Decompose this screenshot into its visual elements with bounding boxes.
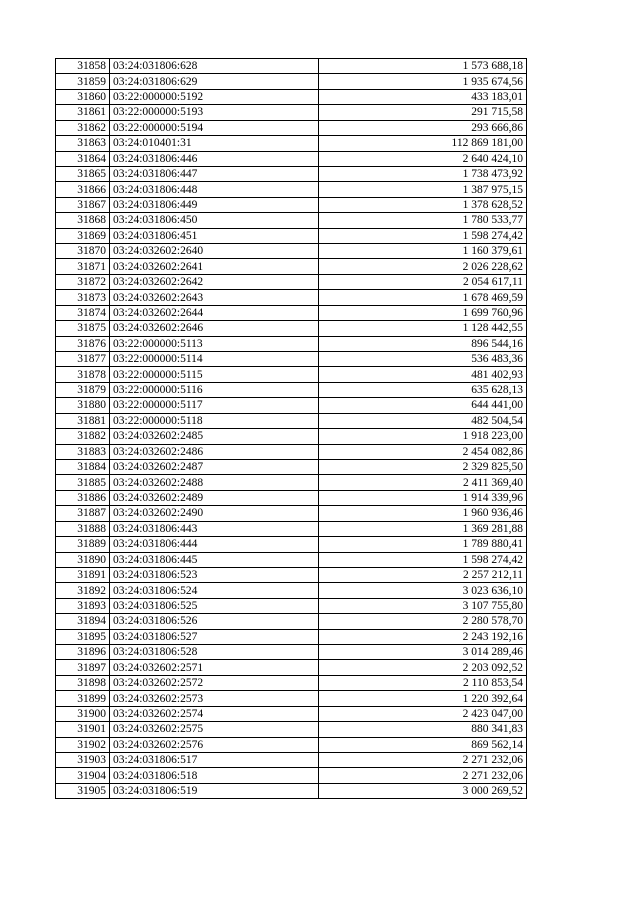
value-cell: 1 220 392,64 (319, 691, 527, 706)
value-cell: 482 504,54 (319, 413, 527, 428)
value-cell: 1 914 339,96 (319, 490, 527, 505)
cadastral-number-cell: 03:24:032602:2646 (110, 321, 319, 336)
value-cell: 3 014 289,46 (319, 645, 527, 660)
table-row (56, 768, 527, 783)
row-number-cell: 31872 (56, 274, 110, 289)
row-number-cell: 31895 (56, 629, 110, 644)
cadastral-number-cell: 03:24:032602:2573 (110, 691, 319, 706)
table-row (56, 213, 527, 228)
value-cell: 1 598 274,42 (319, 228, 527, 243)
value-cell: 1 387 975,15 (319, 182, 527, 197)
table-row (56, 737, 527, 752)
cadastral-number-cell: 03:24:031806:525 (110, 598, 319, 613)
row-number-cell: 31883 (56, 444, 110, 459)
row-number-cell: 31869 (56, 228, 110, 243)
cadastral-number-cell: 03:24:031806:451 (110, 228, 319, 243)
table-row (56, 120, 527, 135)
cadastral-number-cell: 03:24:031806:629 (110, 74, 319, 89)
cadastral-number-cell: 03:24:032602:2643 (110, 290, 319, 305)
value-cell: 2 026 228,62 (319, 259, 527, 274)
table-row (56, 151, 527, 166)
row-number-cell: 31882 (56, 429, 110, 444)
cadastral-number-cell: 03:24:031806:445 (110, 552, 319, 567)
value-cell: 2 423 047,00 (319, 706, 527, 721)
table-row (56, 645, 527, 660)
row-number-cell: 31866 (56, 182, 110, 197)
cadastral-number-cell: 03:24:031806:446 (110, 151, 319, 166)
cadastral-number-cell: 03:24:032602:2489 (110, 490, 319, 505)
table-row (56, 675, 527, 690)
value-cell: 1 369 281,88 (319, 521, 527, 536)
value-cell: 3 000 269,52 (319, 783, 527, 798)
row-number-cell: 31881 (56, 413, 110, 428)
value-cell: 481 402,93 (319, 367, 527, 382)
cadastral-number-cell: 03:24:031806:526 (110, 614, 319, 629)
row-number-cell: 31865 (56, 166, 110, 181)
cadastral-number-cell: 03:24:031806:527 (110, 629, 319, 644)
value-cell: 644 441,00 (319, 398, 527, 413)
cadastral-number-cell: 03:24:031806:447 (110, 166, 319, 181)
cadastral-number-cell: 03:24:031806:628 (110, 59, 319, 74)
value-cell: 869 562,14 (319, 737, 527, 752)
cadastral-number-cell: 03:24:032602:2574 (110, 706, 319, 721)
row-number-cell: 31891 (56, 567, 110, 582)
cadastral-number-cell: 03:24:031806:443 (110, 521, 319, 536)
cadastral-number-cell: 03:24:032602:2490 (110, 506, 319, 521)
value-cell: 1 918 223,00 (319, 429, 527, 444)
value-cell: 2 257 212,11 (319, 567, 527, 582)
cadastral-number-cell: 03:22:000000:5118 (110, 413, 319, 428)
cadastral-number-cell: 03:22:000000:5113 (110, 336, 319, 351)
cadastral-number-cell: 03:24:032602:2642 (110, 274, 319, 289)
value-cell: 2 271 232,06 (319, 768, 527, 783)
row-number-cell: 31899 (56, 691, 110, 706)
cadastral-number-cell: 03:24:032602:2572 (110, 675, 319, 690)
table-row (56, 722, 527, 737)
row-number-cell: 31886 (56, 490, 110, 505)
row-number-cell: 31878 (56, 367, 110, 382)
cadastral-number-cell: 03:24:032602:2575 (110, 722, 319, 737)
cadastral-number-cell: 03:24:032602:2576 (110, 737, 319, 752)
row-number-cell: 31904 (56, 768, 110, 783)
cadastral-number-cell: 03:22:000000:5116 (110, 382, 319, 397)
table-row (56, 74, 527, 89)
table-row (56, 521, 527, 536)
row-number-cell: 31897 (56, 660, 110, 675)
cadastral-number-cell: 03:24:031806:518 (110, 768, 319, 783)
row-number-cell: 31889 (56, 537, 110, 552)
value-cell: 1 378 628,52 (319, 197, 527, 212)
table-row (56, 552, 527, 567)
table-row (56, 598, 527, 613)
value-cell: 1 738 473,92 (319, 166, 527, 181)
cadastral-number-cell: 03:22:000000:5193 (110, 105, 319, 120)
table-row (56, 382, 527, 397)
value-cell: 2 329 825,50 (319, 459, 527, 474)
cadastral-number-cell: 03:24:032602:2486 (110, 444, 319, 459)
row-number-cell: 31905 (56, 783, 110, 798)
value-cell: 896 544,16 (319, 336, 527, 351)
row-number-cell: 31892 (56, 583, 110, 598)
cadastral-number-cell: 03:24:032602:2571 (110, 660, 319, 675)
cadastral-number-cell: 03:22:000000:5117 (110, 398, 319, 413)
value-cell: 293 666,86 (319, 120, 527, 135)
table-row (56, 182, 527, 197)
value-cell: 2 454 082,86 (319, 444, 527, 459)
row-number-cell: 31901 (56, 722, 110, 737)
row-number-cell: 31887 (56, 506, 110, 521)
value-cell: 2 411 369,40 (319, 475, 527, 490)
row-number-cell: 31868 (56, 213, 110, 228)
value-cell: 1 573 688,18 (319, 59, 527, 74)
value-cell: 2 110 853,54 (319, 675, 527, 690)
cadastral-number-cell: 03:24:031806:444 (110, 537, 319, 552)
row-number-cell: 31859 (56, 74, 110, 89)
table-row (56, 136, 527, 151)
table-row (56, 398, 527, 413)
row-number-cell: 31896 (56, 645, 110, 660)
value-cell: 880 341,83 (319, 722, 527, 737)
table-row (56, 413, 527, 428)
row-number-cell: 31876 (56, 336, 110, 351)
value-cell: 2 280 578,70 (319, 614, 527, 629)
cadastral-number-cell: 03:24:032602:2485 (110, 429, 319, 444)
cadastral-number-cell: 03:24:031806:528 (110, 645, 319, 660)
row-number-cell: 31884 (56, 459, 110, 474)
cadastral-number-cell: 03:22:000000:5115 (110, 367, 319, 382)
cadastral-number-cell: 03:24:031806:523 (110, 567, 319, 582)
cadastral-number-cell: 03:24:010401:31 (110, 136, 319, 151)
value-cell: 3 023 636,10 (319, 583, 527, 598)
table-row (56, 244, 527, 259)
table-row (56, 706, 527, 721)
table-row (56, 629, 527, 644)
value-cell: 3 107 755,80 (319, 598, 527, 613)
table-row (56, 583, 527, 598)
row-number-cell: 31879 (56, 382, 110, 397)
cadastral-number-cell: 03:24:031806:449 (110, 197, 319, 212)
cadastral-number-cell: 03:24:031806:517 (110, 752, 319, 767)
table-row (56, 305, 527, 320)
value-cell: 2 203 092,52 (319, 660, 527, 675)
cadastral-number-cell: 03:22:000000:5192 (110, 89, 319, 104)
row-number-cell: 31867 (56, 197, 110, 212)
cadastral-number-cell: 03:24:031806:524 (110, 583, 319, 598)
row-number-cell: 31880 (56, 398, 110, 413)
cadastral-number-cell: 03:22:000000:5114 (110, 352, 319, 367)
value-cell: 1 935 674,56 (319, 74, 527, 89)
row-number-cell: 31861 (56, 105, 110, 120)
row-number-cell: 31893 (56, 598, 110, 613)
table-row (56, 567, 527, 582)
row-number-cell: 31858 (56, 59, 110, 74)
row-number-cell: 31874 (56, 305, 110, 320)
value-cell: 1 598 274,42 (319, 552, 527, 567)
table-row (56, 444, 527, 459)
row-number-cell: 31873 (56, 290, 110, 305)
value-cell: 1 699 760,96 (319, 305, 527, 320)
value-cell: 433 183,01 (319, 89, 527, 104)
table-row (56, 290, 527, 305)
table-row (56, 506, 527, 521)
table-row (56, 752, 527, 767)
table-row (56, 59, 527, 74)
value-cell: 1 128 442,55 (319, 321, 527, 336)
table-row (56, 321, 527, 336)
table-row (56, 259, 527, 274)
row-number-cell: 31871 (56, 259, 110, 274)
table-row (56, 459, 527, 474)
table-row (56, 105, 527, 120)
cadastral-number-cell: 03:24:031806:450 (110, 213, 319, 228)
table-row (56, 691, 527, 706)
cadastral-number-cell: 03:22:000000:5194 (110, 120, 319, 135)
value-cell: 1 678 469,59 (319, 290, 527, 305)
cadastral-number-cell: 03:24:032602:2487 (110, 459, 319, 474)
row-number-cell: 31894 (56, 614, 110, 629)
table-row (56, 614, 527, 629)
cadastral-value-table (55, 58, 527, 799)
cadastral-number-cell: 03:24:031806:448 (110, 182, 319, 197)
table-row (56, 274, 527, 289)
table-row (56, 429, 527, 444)
table-row (56, 537, 527, 552)
table-row (56, 367, 527, 382)
cadastral-number-cell: 03:24:032602:2641 (110, 259, 319, 274)
value-cell: 2 271 232,06 (319, 752, 527, 767)
value-cell: 1 780 533,77 (319, 213, 527, 228)
value-cell: 635 628,13 (319, 382, 527, 397)
table-body (56, 59, 527, 799)
value-cell: 112 869 181,00 (319, 136, 527, 151)
row-number-cell: 31890 (56, 552, 110, 567)
value-cell: 2 243 192,16 (319, 629, 527, 644)
row-number-cell: 31898 (56, 675, 110, 690)
table-row (56, 89, 527, 104)
cadastral-number-cell: 03:24:032602:2644 (110, 305, 319, 320)
row-number-cell: 31863 (56, 136, 110, 151)
table-row (56, 228, 527, 243)
value-cell: 1 160 379,61 (319, 244, 527, 259)
value-cell: 1 789 880,41 (319, 537, 527, 552)
table-row (56, 660, 527, 675)
cadastral-number-cell: 03:24:032602:2640 (110, 244, 319, 259)
value-cell: 536 483,36 (319, 352, 527, 367)
cadastral-number-cell: 03:24:031806:519 (110, 783, 319, 798)
value-cell: 2 054 617,11 (319, 274, 527, 289)
table-row (56, 783, 527, 798)
row-number-cell: 31902 (56, 737, 110, 752)
row-number-cell: 31860 (56, 89, 110, 104)
table-row (56, 336, 527, 351)
table-row (56, 197, 527, 212)
row-number-cell: 31888 (56, 521, 110, 536)
row-number-cell: 31877 (56, 352, 110, 367)
row-number-cell: 31875 (56, 321, 110, 336)
value-cell: 291 715,58 (319, 105, 527, 120)
value-cell: 1 960 936,46 (319, 506, 527, 521)
table-row (56, 475, 527, 490)
row-number-cell: 31900 (56, 706, 110, 721)
value-cell: 2 640 424,10 (319, 151, 527, 166)
row-number-cell: 31903 (56, 752, 110, 767)
row-number-cell: 31885 (56, 475, 110, 490)
table-row (56, 166, 527, 181)
row-number-cell: 31870 (56, 244, 110, 259)
table-row (56, 352, 527, 367)
table-row (56, 490, 527, 505)
row-number-cell: 31864 (56, 151, 110, 166)
cadastral-number-cell: 03:24:032602:2488 (110, 475, 319, 490)
row-number-cell: 31862 (56, 120, 110, 135)
